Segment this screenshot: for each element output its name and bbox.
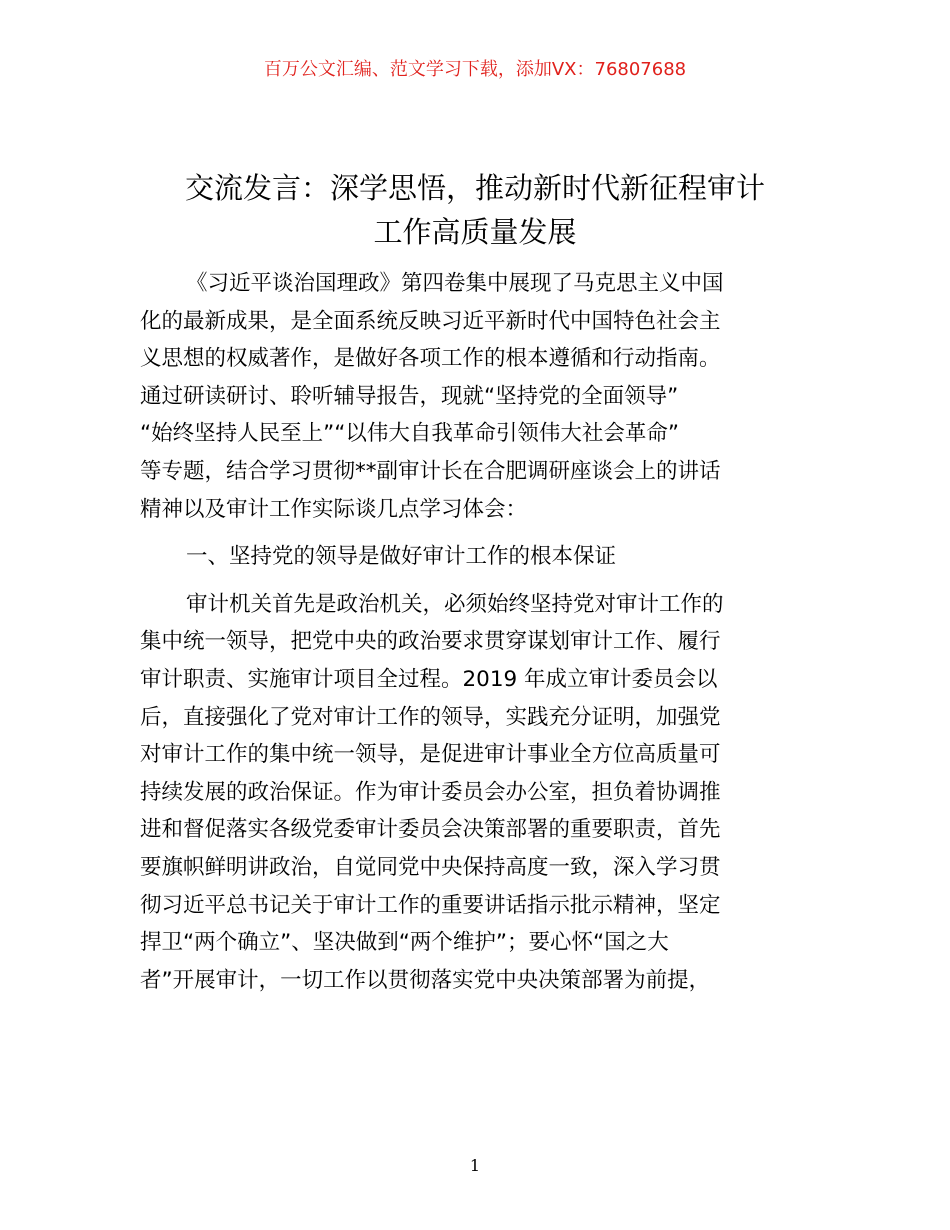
section-heading: 一、坚持党的领导是做好审计工作的根本保证 — [186, 544, 617, 570]
text-line: 进和督促落实各级党委审计委员会决策部署的重要职责，首先 — [140, 817, 721, 843]
text-line: 者”开展审计，一切工作以贯彻落实党中央决策部署为前提， — [140, 967, 711, 993]
document-body — [140, 265, 812, 999]
header-promo-note: 百万公文汇编、范文学习下载，添加VX：76807688 — [263, 59, 687, 80]
text-line: 审计机关首先是政治机关，必须始终坚持党对审计工作的 — [186, 591, 724, 617]
text-line: 要旗帜鲜明讲政治，自觉同党中央保持高度一致，深入学习贯 — [140, 854, 721, 880]
text-line: 彻习近平总书记关于审计工作的重要讲话指示批示精神，坚定 — [140, 892, 721, 918]
page-number: 1 — [469, 1156, 481, 1175]
text-line: “始终坚持人民至上”“以伟大自我革命引领伟大社会革命” — [140, 421, 680, 447]
text-line: 捍卫“两个确立”、坚决做到“两个维护”；要心怀“国之大 — [140, 930, 669, 956]
text-line: 等专题，结合学习贯彻**副审计长在合肥调研座谈会上的讲话 — [140, 458, 721, 484]
document-title — [120, 166, 830, 254]
text-line: 审计职责、实施审计项目全过程。2019 年成立审计委员会以 — [140, 666, 718, 692]
section-heading-1-wrap — [140, 538, 812, 576]
paragraph-intro — [140, 265, 812, 528]
text-line: 义思想的权威著作，是做好各项工作的根本遵循和行动指南。 — [140, 346, 721, 372]
text-line: 通过研读研讨、聆听辅导报告，现就“坚持党的全面领导” — [140, 383, 679, 409]
text-line: 精神以及审计工作实际谈几点学习体会： — [140, 496, 528, 522]
text-line: 后，直接强化了党对审计工作的领导，实践充分证明，加强党 — [140, 704, 721, 730]
paragraph-section-1 — [140, 586, 812, 1000]
title-line-2: 工作高质量发展 — [373, 215, 577, 249]
text-line: 集中统一领导，把党中央的政治要求贯穿谋划审计工作、履行 — [140, 629, 721, 655]
text-line: 持续发展的政治保证。作为审计委员会办公室，担负着协调推 — [140, 779, 721, 805]
text-line: 《习近平谈治国理政》第四卷集中展现了马克思主义中国 — [186, 271, 724, 296]
text-line: 对审计工作的集中统一领导，是促进审计事业全方位高质量可 — [140, 742, 721, 768]
title-line-1: 交流发言：深学思悟，推动新时代新征程审计 — [184, 171, 765, 205]
text-line: 化的最新成果，是全面系统反映习近平新时代中国特色社会主 — [140, 308, 721, 334]
